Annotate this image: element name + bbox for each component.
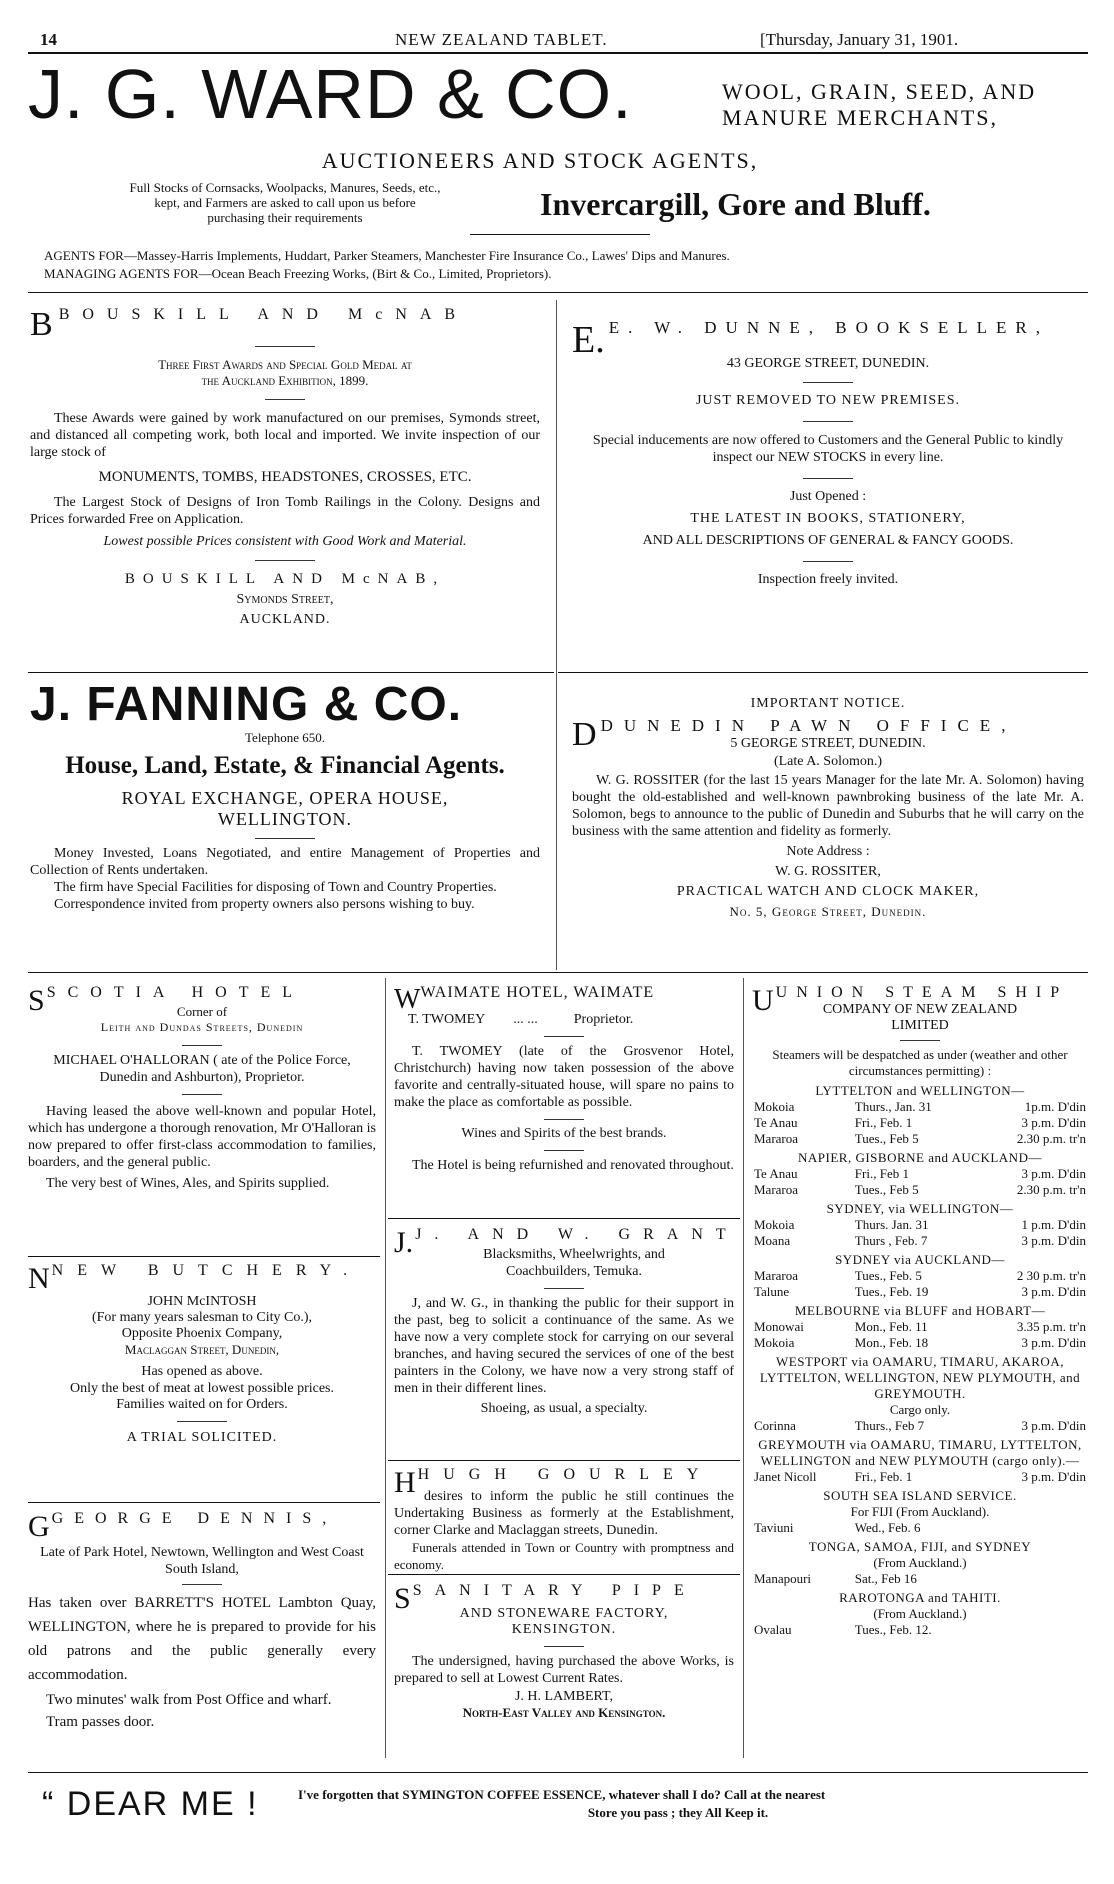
ward-stocks-2: kept, and Farmers are asked to call upon us before — [154, 195, 416, 210]
union-ship-name: Manapouri — [754, 1571, 812, 1586]
gourley-bottom-rule — [388, 1574, 740, 1575]
sanitary-body: The undersigned, having purchased the above Works, is prepared to sell at Lowest Current Rates. — [394, 1654, 734, 1686]
bouskill-rule-2 — [265, 399, 305, 400]
union-route-heading: LYTTELTON and WELLINGTON— — [815, 1083, 1025, 1098]
union-rule — [900, 1040, 940, 1041]
dunne-special: Special inducements are now offered to Customers and the General Public to kindly inspect our NEW STOCKS in every line. — [592, 433, 1064, 465]
bouskill-sign-street: Symonds Street, — [236, 592, 334, 607]
union-ship-name: Moana — [754, 1233, 791, 1248]
sanitary-factory: AND STONEWARE FACTORY, — [459, 1606, 669, 1621]
dunne-title — [572, 318, 1084, 361]
fanning-exchange-1: ROYAL EXCHANGE, OPERA HOUSE, — [121, 788, 449, 808]
union-sailing-time: 2.30 p.m. tr'n — [1016, 1131, 1086, 1146]
dunne-rule-4 — [803, 561, 853, 562]
ward-stocks — [60, 180, 510, 225]
ward-merchants-2: MANURE MERCHANTS, — [722, 105, 999, 130]
union-ship-name: Mararoa — [754, 1182, 799, 1197]
union-title-text: UNION STEAM SHIP — [775, 984, 1069, 1001]
union-sailing-row — [752, 1319, 1088, 1335]
ward-managing-line: MANAGING AGENTS FOR—Ocean Beach Freezing Works, (Birt & Co., Limited, Proprietors). — [44, 266, 552, 281]
union-route-heading: SYDNEY via AUCKLAND— — [835, 1252, 1005, 1267]
scotia-streets: Leith and Dundas Streets, Dunedin — [100, 1020, 304, 1034]
union-ship-name: Taviuni — [754, 1520, 794, 1535]
bouskill-awards-2: the Auckland Exhibition, 1899. — [201, 373, 369, 388]
footer-dear-me: “ DEAR ME ! — [42, 1785, 259, 1823]
ward-locations: Invercargill, Gore and Bluff. — [540, 186, 931, 222]
dennis-body: Has taken over BARRETT'S HOTEL Lambton Quay, WELLINGTON, where he is prepared to provide for his old patrons and the public generally every accommodation. — [28, 1595, 376, 1683]
pawn-body: W. G. ROSSITER (for the last 15 years Manager for the late Mr. A. Solomon) having bought the old-established and well-known pawnbroking business of the late Mr. A. Solomon, begs to announce to the public of Dunedin and Suburbs that he will carry on the business with the same attention and fidelity as formerly. — [572, 773, 1084, 839]
pawn-ad — [572, 696, 1084, 920]
union-sailing-date: Thurs., Feb 7 — [854, 1418, 925, 1433]
sanitary-title-text: SANITARY PIPE — [412, 1582, 697, 1599]
middle-rule — [28, 972, 1088, 973]
butchery-street: Maclaggan Street, Dunedin, — [124, 1342, 280, 1357]
ward-bottom-rule — [28, 292, 1088, 293]
union-route-note: For FIJI (From Auckland). — [850, 1504, 990, 1519]
gourley-dropcap: H — [394, 1466, 416, 1499]
union-sailing-row — [752, 1217, 1088, 1233]
union-sailing-row — [752, 1469, 1088, 1485]
fanning-p3: Correspondence invited from property owners also persons wishing to buy. — [54, 897, 475, 912]
newspaper-title: NEW ZEALAND TABLET. — [395, 30, 608, 49]
dunne-title-text: E. W. DUNNE, BOOKSELLER, — [608, 318, 1050, 337]
fanning-p2: The firm have Special Facilities for disposing of Town and Country Properties. — [54, 880, 497, 895]
header-rule — [28, 52, 1088, 54]
dunne-just-opened: Just Opened : — [789, 489, 867, 504]
butchery-ad — [28, 1262, 376, 1446]
waimate-dots: ... ... — [513, 1012, 538, 1027]
union-sailing-row — [752, 1418, 1088, 1434]
butchery-title — [28, 1262, 376, 1295]
union-sailing-row — [752, 1166, 1088, 1182]
union-route-heading: MELBOURNE via BLUFF and HOBART— — [794, 1303, 1046, 1318]
union-sailing-time: 3 p.m. D'din — [1021, 1115, 1086, 1130]
pawn-late: (Late A. Solomon.) — [773, 754, 883, 769]
union-sailing-row — [752, 1284, 1088, 1300]
butchery-title-text: NEW BUTCHERY. — [51, 1262, 362, 1279]
union-route-table — [752, 1622, 1088, 1638]
butchery-rule — [177, 1421, 227, 1422]
union-dropcap: U — [752, 984, 774, 1017]
union-ship-name: Mararoa — [754, 1268, 799, 1283]
union-sailing-date: Mon., Feb. 18 — [854, 1335, 929, 1350]
dennis-late: Late of Park Hotel, Newtown, Wellington and West Coast South Island, — [40, 1545, 364, 1577]
pawn-note: Note Address : — [786, 844, 870, 859]
union-sailing-date: Fri., Feb. 1 — [854, 1469, 913, 1484]
union-sailing-time: 3.35 p.m. tr'n — [1016, 1319, 1086, 1334]
union-sailing-time — [974, 1571, 1088, 1587]
pawn-rossiter: W. G. ROSSITER, — [775, 864, 881, 879]
dunne-ad — [572, 318, 1084, 588]
union-route-heading: SOUTH SEA ISLAND SERVICE. — [823, 1488, 1017, 1503]
column-divider-bottom-2 — [743, 978, 744, 1758]
union-sailing-date: Thurs , Feb. 7 — [854, 1233, 928, 1248]
bouskill-prices: Lowest possible Prices consistent with Good Work and Material. — [103, 534, 467, 549]
issue-date: [Thursday, January 31, 1901. — [760, 30, 959, 49]
union-route-table — [752, 1418, 1088, 1434]
bouskill-dropcap: B — [30, 306, 53, 343]
ward-merchants-1: WOOL, GRAIN, SEED, AND — [722, 79, 1037, 104]
sanitary-name: J. H. LAMBERT, — [514, 1689, 614, 1704]
bouskill-bottom-rule — [28, 672, 554, 673]
union-sailing-date: Tues., Feb. 5 — [854, 1268, 922, 1283]
union-ship-name: Mokoia — [754, 1099, 795, 1114]
union-sailing-date: Wed., Feb. 6 — [854, 1520, 921, 1535]
ward-short-rule — [470, 234, 650, 235]
waimate-title-text: WAIMATE HOTEL, WAIMATE — [420, 984, 655, 1001]
gourley-funerals: Funerals attended in Town or Country with promptness and economy. — [394, 1540, 734, 1572]
union-route-heading: RAROTONGA and TAHITI. — [839, 1590, 1001, 1605]
union-ship-name: Janet Nicoll — [754, 1469, 817, 1484]
scotia-body: Having leased the above well-known and popular Hotel, which has undergone a thorough renovation, Mr O'Halloran is now prepared to offer first-class accommodation to families, boarders, and the general public. — [28, 1104, 376, 1170]
union-route-table — [752, 1520, 1088, 1536]
scotia-title-text: SCOTIA HOTEL — [46, 984, 305, 1001]
ward-auctioneers: AUCTIONEERS AND STOCK AGENTS, — [321, 148, 759, 173]
column-divider-bottom-1 — [385, 978, 386, 1758]
union-route-heading: NAPIER, GISBORNE and AUCKLAND— — [798, 1150, 1042, 1165]
butchery-opposite: Opposite Phoenix Company, — [121, 1326, 283, 1341]
bouskill-title — [30, 306, 540, 343]
dunne-inspection: Inspection freely invited. — [757, 572, 899, 587]
sanitary-rule — [544, 1646, 584, 1647]
dunne-latest: THE LATEST IN BOOKS, STATIONERY, — [690, 511, 966, 526]
union-intro: Steamers will be despatched as under (weather and other circumstances permitting) : — [772, 1047, 1068, 1078]
sanitary-ad — [394, 1582, 734, 1721]
union-sailing-date: Thurs., Jan. 31 — [854, 1099, 932, 1114]
union-sailing-time: 2 30 p.m. tr'n — [1016, 1268, 1086, 1283]
union-route-table — [752, 1217, 1088, 1249]
footer-top-rule — [28, 1772, 1088, 1773]
union-route-heading: GREYMOUTH via OAMARU, TIMARU, LYTTELTON, WELLINGTON and NEW PLYMOUTH (cargo only).— — [758, 1437, 1082, 1468]
grant-shoeing: Shoeing, as usual, a specialty. — [480, 1401, 648, 1416]
scotia-bottom-rule — [28, 1256, 380, 1257]
footer-line-2: Store you pass ; they All Keep it. — [587, 1805, 769, 1820]
pawn-maker: PRACTICAL WATCH AND CLOCK MAKER, — [676, 884, 980, 899]
grant-rule — [544, 1288, 584, 1289]
union-route-table — [752, 1268, 1088, 1300]
union-sailing-date: Sat., Feb 16 — [854, 1571, 917, 1586]
fanning-name: J. FANNING & CO. — [30, 678, 463, 731]
grant-dropcap: J. — [394, 1226, 414, 1259]
bouskill-railings: The Largest Stock of Designs of Iron Tomb Railings in the Colony. Designs and Prices forwarded Free on Application. — [30, 495, 540, 527]
union-sailing-time: 1 p.m. D'din — [1021, 1217, 1086, 1232]
union-sailing-time: 3 p.m. D'din — [1021, 1469, 1086, 1484]
union-sailing-row — [752, 1099, 1088, 1115]
bouskill-sign-city: AUCKLAND. — [239, 612, 331, 627]
union-route-heading: SYDNEY, via WELLINGTON— — [826, 1201, 1014, 1216]
union-ship-name: Te Anau — [754, 1115, 798, 1130]
dunne-rule-3 — [803, 478, 853, 479]
waimate-dropcap: W — [394, 984, 421, 1015]
footer-line-1: I've forgotten that SYMINGTON COFFEE ESSENCE, whatever shall I do? Call at the nearest — [298, 1787, 826, 1802]
ward-agents-line: AGENTS FOR—Massey-Harris Implements, Huddart, Parker Steamers, Manchester Fire Insurance Co., Lawes' Dips and Manures. — [44, 248, 730, 263]
scotia-proprietor: MICHAEL O'HALLORAN ( ate of the Police Force, Dunedin and Ashburton), Proprietor. — [53, 1053, 351, 1085]
union-route-table — [752, 1099, 1088, 1147]
union-sailing-time — [974, 1622, 1088, 1638]
butchery-bottom-rule — [28, 1502, 380, 1503]
union-ship-name: Mokoia — [754, 1217, 795, 1232]
sanitary-dropcap: S — [394, 1582, 411, 1615]
union-sailing-date: Tues., Feb 5 — [854, 1182, 919, 1197]
grant-title-text: J. AND W. GRANT — [415, 1226, 739, 1243]
union-sailing-time: 3 p.m. D'din — [1021, 1335, 1086, 1350]
gourley-title-text: HUGH GOURLEY — [417, 1466, 713, 1483]
union-sailing-time: 2.30 p.m. tr'n — [1016, 1182, 1086, 1197]
butchery-trial: A TRIAL SOLICITED. — [126, 1430, 278, 1445]
fanning-telephone: Telephone 650. — [245, 730, 325, 745]
dunne-dropcap: E. — [572, 319, 605, 361]
union-sailing-row — [752, 1571, 1088, 1587]
fanning-rule — [255, 838, 315, 839]
union-company: COMPANY OF NEW ZEALAND — [822, 1002, 1018, 1017]
dennis-dropcap: G — [28, 1510, 50, 1543]
scotia-ad — [28, 984, 376, 1192]
pawn-no5: No. 5, George Street, Dunedin. — [729, 904, 927, 919]
union-sailing-date: Fri., Feb. 1 — [854, 1115, 913, 1130]
waimate-body: T. TWOMEY (late of the Grosvenor Hotel, Christchurch) having now taken possession of the above favorite and centrally-situated house, will spare no pains to make the place as comfortable as possible. — [394, 1044, 734, 1110]
pawn-notice: IMPORTANT NOTICE. — [750, 696, 906, 711]
union-route-heading: WESTPORT via OAMARU, TIMARU, AKAROA, LYTTELTON, WELLINGTON, NEW PLYMOUTH, and GREYMOUTH. — [759, 1354, 1081, 1401]
bouskill-body: These Awards were gained by work manufactured on our premises, Symonds street, and distanced all competing work, both local and imported. We invite inspection of our large stock of — [30, 411, 540, 460]
union-routes — [752, 1083, 1088, 1638]
bouskill-rule — [255, 346, 315, 347]
waimate-rule-2 — [544, 1119, 584, 1120]
sanitary-address: North-East Valley and Kensington. — [462, 1705, 666, 1720]
scotia-dropcap: S — [28, 984, 45, 1017]
fanning-exchange-2: WELLINGTON. — [217, 809, 353, 829]
dunne-rule-2 — [803, 421, 853, 422]
union-ad — [752, 984, 1088, 1638]
ward-stocks-1: Full Stocks of Cornsacks, Woolpacks, Manures, Seeds, etc., — [129, 180, 441, 195]
grant-ad — [394, 1226, 739, 1417]
page-number: 14 — [40, 30, 57, 49]
union-sailing-row — [752, 1622, 1088, 1638]
pawn-dropcap: D — [572, 716, 597, 753]
butchery-formerly: (For many years salesman to City Co.), — [91, 1310, 313, 1325]
union-sailing-date: Tues., Feb 5 — [854, 1131, 919, 1146]
union-sailing-row — [752, 1268, 1088, 1284]
dennis-title — [28, 1510, 376, 1543]
scotia-corner: Corner of — [176, 1004, 228, 1019]
bouskill-stock: MONUMENTS, TOMBS, HEADSTONES, CROSSES, ETC. — [98, 469, 472, 485]
union-sailing-row — [752, 1335, 1088, 1351]
union-sailing-row — [752, 1520, 1088, 1536]
union-route-table — [752, 1319, 1088, 1351]
dunne-rule-1 — [803, 382, 853, 383]
butchery-meat: Only the best of meat at lowest possible prices. — [70, 1381, 334, 1396]
butchery-name: JOHN McINTOSH — [147, 1294, 257, 1309]
scotia-rule-2 — [182, 1094, 222, 1095]
union-sailing-time: 1p.m. D'din — [1024, 1099, 1086, 1114]
sanitary-place: KENSINGTON. — [511, 1622, 617, 1637]
union-limited: LIMITED — [891, 1018, 949, 1033]
waimate-rule — [544, 1036, 584, 1037]
union-sailing-date: Fri., Feb 1 — [854, 1166, 909, 1181]
bouskill-ad — [30, 306, 540, 628]
union-route-heading: TONGA, SAMOA, FIJI, and SYDNEY — [808, 1539, 1032, 1554]
dennis-ad — [28, 1510, 376, 1731]
union-sailing-time: 3 p.m. D'din — [1021, 1166, 1086, 1181]
dennis-title-text: GEORGE DENNIS, — [51, 1510, 338, 1527]
dennis-rule — [182, 1584, 222, 1585]
fanning-ad — [30, 680, 540, 913]
union-ship-name: Corinna — [754, 1418, 796, 1433]
union-ship-name: Monowai — [754, 1319, 804, 1334]
union-sailing-date: Tues., Feb. 19 — [854, 1284, 929, 1299]
dennis-walk: Two minutes' walk from Post Office and wharf. — [46, 1692, 332, 1708]
union-sailing-date: Mon., Feb. 11 — [854, 1319, 928, 1334]
union-route-table — [752, 1469, 1088, 1485]
union-route-table — [752, 1571, 1088, 1587]
waimate-title — [394, 984, 734, 1015]
bouskill-sign-name: BOUSKILL AND McNAB, — [124, 571, 446, 587]
pawn-address: 5 GEORGE STREET, DUNEDIN. — [730, 736, 926, 751]
union-ship-name: Talune — [754, 1284, 790, 1299]
union-route-note: (From Auckland.) — [873, 1555, 967, 1570]
ward-stocks-3: purchasing their requirements — [207, 210, 363, 225]
scotia-wines: The very best of Wines, Ales, and Spirits supplied. — [46, 1176, 330, 1191]
union-sailing-time — [974, 1520, 1088, 1536]
union-sailing-row — [752, 1115, 1088, 1131]
union-route-note: (From Auckland.) — [873, 1606, 967, 1621]
bouskill-rule-3 — [255, 560, 315, 561]
fanning-agents: House, Land, Estate, & Financial Agents. — [65, 752, 505, 779]
union-sailing-row — [752, 1131, 1088, 1147]
union-route-table — [752, 1166, 1088, 1198]
dunne-all-desc: AND ALL DESCRIPTIONS OF GENERAL & FANCY GOODS. — [642, 533, 1014, 548]
waimate-rule-3 — [544, 1150, 584, 1151]
column-divider-top — [556, 300, 557, 970]
ward-name: J. G. WARD & CO. — [28, 55, 633, 133]
union-sailing-time: 3 p.m. D'din — [1021, 1284, 1086, 1299]
dunne-address: 43 GEORGE STREET, DUNEDIN. — [726, 356, 930, 371]
gourley-title — [394, 1466, 734, 1499]
union-sailing-row — [752, 1233, 1088, 1249]
gourley-ad — [394, 1466, 734, 1573]
pawn-title-text: DUNEDIN PAWN OFFICE, — [600, 716, 1017, 735]
union-ship-name: Te Anau — [754, 1166, 798, 1181]
dunne-moved: JUST REMOVED TO NEW PREMISES. — [695, 393, 961, 408]
waimate-owner: T. TWOMEY — [408, 1012, 486, 1027]
butchery-opened: Has opened as above. — [141, 1364, 263, 1379]
fanning-p1: Money Invested, Loans Negotiated, and entire Management of Properties and Collection of Rents undertaken. — [30, 846, 540, 878]
bouskill-title-text: BOUSKILL AND McNAB — [58, 306, 469, 323]
butchery-families: Families waited on for Orders. — [116, 1397, 288, 1412]
union-ship-name: Mokoia — [754, 1335, 795, 1350]
bouskill-awards-1: Three First Awards and Special Gold Medal at — [158, 357, 412, 372]
butchery-dropcap: N — [28, 1262, 50, 1295]
waimate-ad — [394, 984, 734, 1174]
waimate-wines: Wines and Spirits of the best brands. — [461, 1126, 667, 1141]
union-sailing-time: 3 p.m. D'din — [1021, 1418, 1086, 1433]
waimate-bottom-rule — [388, 1218, 740, 1219]
union-sailing-time: 3 p.m. D'din — [1021, 1233, 1086, 1248]
union-ship-name: Mararoa — [754, 1131, 799, 1146]
union-sailing-date: Thurs. Jan. 31 — [854, 1217, 929, 1232]
waimate-role: Proprietor. — [573, 1012, 634, 1027]
gourley-body: desires to inform the public he still continues the Undertaking Business as formerly at the Establishment, corner Clarke and Maclaggan streets, Dunedin. — [394, 1489, 734, 1538]
waimate-owner-line — [394, 1012, 734, 1028]
dennis-tram: Tram passes door. — [46, 1714, 155, 1730]
union-sailing-row — [752, 1182, 1088, 1198]
scotia-rule — [182, 1045, 222, 1046]
union-route-note: Cargo only. — [889, 1402, 951, 1417]
grant-trades: Blacksmiths, Wheelwrights, and Coachbuilders, Temuka. — [483, 1247, 665, 1279]
dunne-bottom-rule — [558, 672, 1088, 673]
grant-bottom-rule — [388, 1460, 740, 1461]
waimate-refurnished: The Hotel is being refurnished and renovated throughout. — [412, 1158, 734, 1173]
union-sailing-date: Tues., Feb. 12. — [854, 1622, 932, 1637]
grant-body: J, and W. G., in thanking the public for their support in the past, beg to solicit a continuance of the same. As we have now a very complete stock for carrying on our several branches, and having secured the services of one of the best painters in the Colony, we have now a very strong staff of men in their different lines. — [394, 1296, 734, 1396]
union-ship-name: Ovalau — [754, 1622, 792, 1637]
